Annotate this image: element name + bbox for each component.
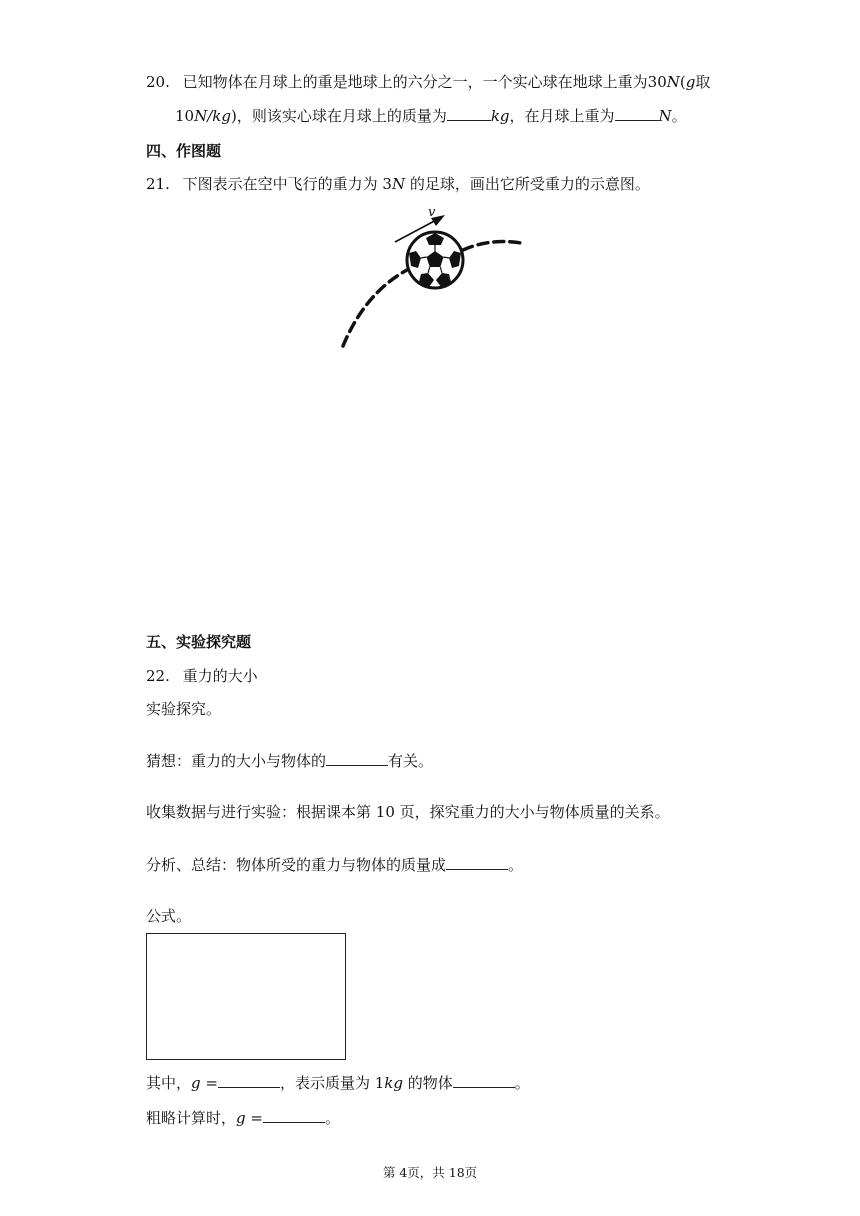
q22-blank-relation[interactable] bbox=[446, 855, 508, 870]
q22-where: 其中，g = ，表示质量为 1kg 的物体 。 bbox=[146, 1074, 530, 1092]
q22-title-line: 22. 重力的大小 bbox=[146, 667, 258, 685]
q22-formula-label: 公式。 bbox=[146, 907, 192, 925]
section-title-experiment: 五、实验探究题 bbox=[146, 633, 252, 651]
q20-blank-mass[interactable] bbox=[447, 106, 491, 121]
q20-line1: 20. 已知物体在月球上的重是地球上的六分之一，一个实心球在地球上重为30N(g取 bbox=[146, 73, 711, 91]
q22-number: 22. bbox=[146, 667, 170, 685]
q22-explore: 实验探究。 bbox=[146, 700, 222, 718]
section-title-drawing: 四、作图题 bbox=[146, 142, 222, 160]
q22-collect: 收集数据与进行实验：根据课本第 10 页，探究重力的大小与物体质量的关系。 bbox=[146, 803, 670, 821]
page-footer: 第 4页，共 18页 bbox=[382, 1165, 478, 1180]
velocity-label: v bbox=[428, 205, 436, 220]
q20-number: 20. bbox=[146, 73, 170, 91]
formula-answer-box[interactable] bbox=[146, 933, 346, 1060]
q22-blank-g-rough[interactable] bbox=[263, 1108, 325, 1123]
q21-number: 21. bbox=[146, 175, 170, 193]
q20-blank-weight[interactable] bbox=[615, 106, 659, 121]
q20-line2: 10N/kg)，则该实心球在月球上的质量为 kg，在月球上重为 N。 bbox=[175, 107, 687, 125]
q22-guess: 猜想：重力的大小与物体的 有关。 bbox=[146, 752, 434, 770]
q22-rough: 粗略计算时，g = 。 bbox=[146, 1109, 340, 1127]
trajectory-right-dashed bbox=[463, 242, 521, 250]
football bbox=[407, 232, 463, 288]
q21-line: 21. 下图表示在空中飞行的重力为 3N 的足球，画出它所受重力的示意图。 bbox=[146, 175, 650, 193]
q22-blank-g-value[interactable] bbox=[218, 1073, 280, 1088]
q22-blank-guess[interactable] bbox=[326, 751, 388, 766]
q22-blank-meaning[interactable] bbox=[453, 1073, 515, 1088]
trajectory-left-dashed bbox=[343, 270, 407, 346]
q22-analyze: 分析、总结：物体所受的重力与物体的质量成 。 bbox=[146, 856, 524, 874]
football-trajectory-figure bbox=[335, 198, 535, 353]
